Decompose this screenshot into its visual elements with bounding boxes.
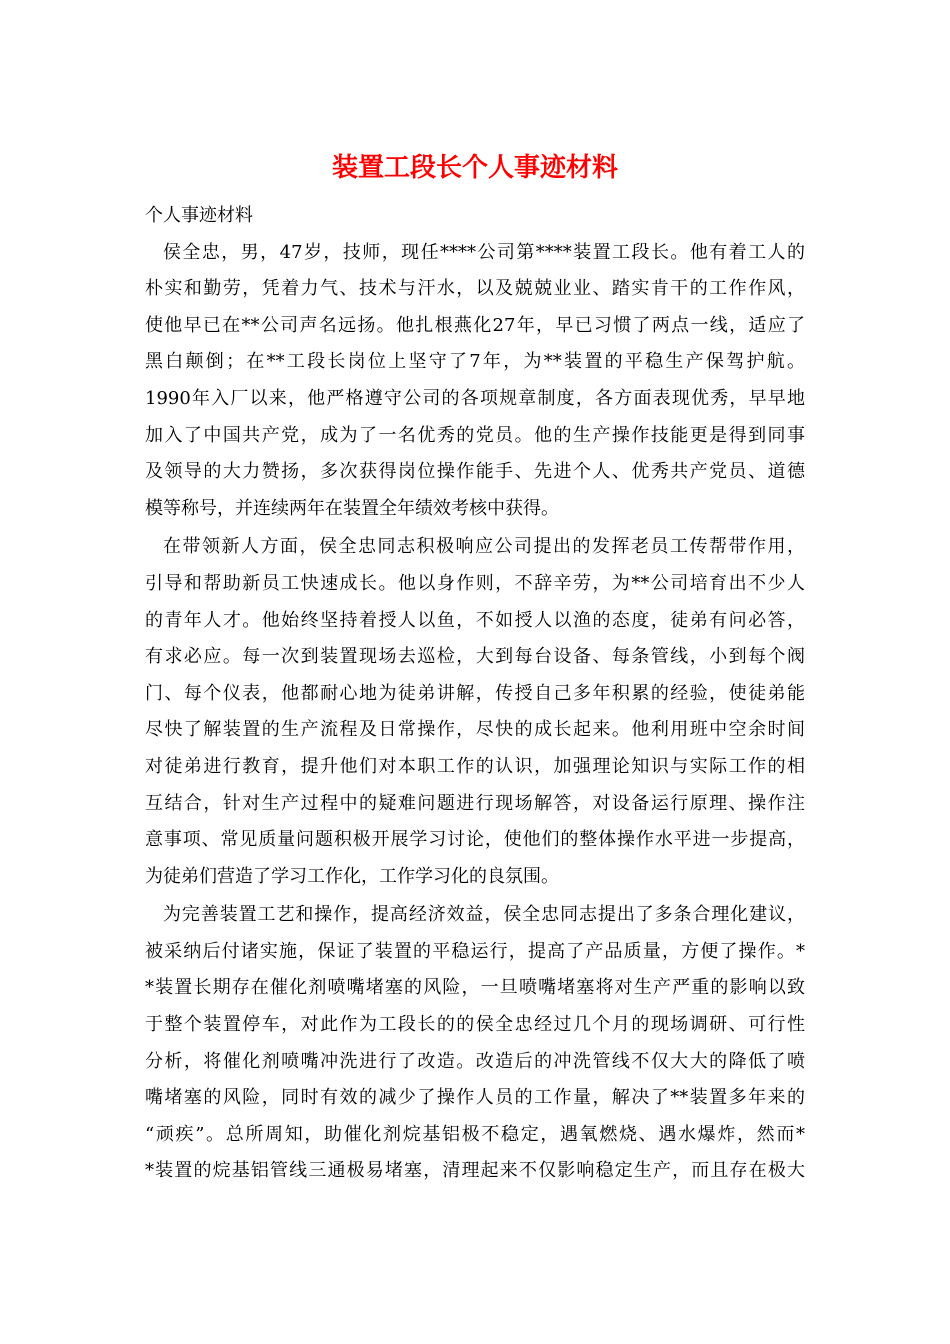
paragraph-line: 及领导的大力赞扬，多次获得岗位操作能手、先进个人、优秀共产党员、道德 <box>145 461 805 483</box>
paragraph-line: 的青年人才。他始终坚持着授人以鱼，不如授人以渔的态度，徒弟有问必答， <box>145 609 805 631</box>
paragraph-line: 意事项、常见质量问题积极开展学习讨论，使他们的整体操作水平进一步提高， <box>145 829 805 851</box>
document-body <box>145 198 805 1190</box>
paragraph-line: 尽快了解装置的生产流程及日常操作，尽快的成长起来。他利用班中空余时间 <box>145 719 805 741</box>
paragraph-line: 有求必应。每一次到装置现场去巡检，大到每台设备、每条管线，小到每个阀 <box>145 646 805 668</box>
paragraph-line: *装置的烷基铝管线三通极易堵塞，清理起来不仅影响稳定生产，而且存在极大 <box>145 1160 805 1182</box>
paragraph-line: 模等称号，并连续两年在装置全年绩效考核中获得。 <box>145 497 559 519</box>
paragraph-line: 黑白颠倒；在**工段长岗位上坚守了7年，为**装置的平稳生产保驾护航。 <box>145 351 805 373</box>
paragraph-line: 引导和帮助新员工快速成长。他以身作则，不辞辛劳，为**公司培育出不少人 <box>145 572 805 594</box>
paragraph-line: *装置长期存在催化剂喷嘴堵塞的风险，一旦喷嘴堵塞将对生产严重的影响以致 <box>145 977 805 999</box>
paragraph-line: 对徒弟进行教育，提升他们对本职工作的认识，加强理论知识与实际工作的相 <box>145 755 805 777</box>
paragraph-line: 分析，将催化剂喷嘴冲洗进行了改造。改造后的冲洗管线不仅大大的降低了喷 <box>145 1050 805 1072</box>
document-title: 装置工段长个人事迹材料 <box>331 153 618 183</box>
paragraph-line: 加入了中国共产党，成为了一名优秀的党员。他的生产操作技能更是得到同事 <box>145 424 805 446</box>
paragraph-line: 侯全忠，男，47岁，技师，现任****公司第****装置工段长。他有着工人的 <box>163 241 805 263</box>
paragraph-line: 为徒弟们营造了学习工作化，工作学习化的良氛围。 <box>145 865 559 887</box>
paragraph-line: 为完善装置工艺和操作，提高经济效益，侯全忠同志提出了多条合理化建议， <box>163 904 805 926</box>
paragraph-line: 在带领新人方面，侯全忠同志积极响应公司提出的发挥老员工传帮带作用， <box>163 536 805 558</box>
document-subtitle: 个人事迹材料 <box>145 205 253 226</box>
paragraph-line: 被采纳后付诸实施，保证了装置的平稳运行，提高了产品质量，方便了操作。* <box>145 940 805 962</box>
paragraph-3 <box>145 897 805 1190</box>
paragraph-1 <box>145 235 805 528</box>
paragraph-line: 朴实和勤劳，凭着力气、技术与汗水，以及兢兢业业、踏实肯干的工作作风， <box>145 278 805 300</box>
paragraph-line: 于整个装置停车，对此作为工段长的的侯全忠经过几个月的现场调研、可行性 <box>145 1014 805 1036</box>
paragraph-line: 1990年入厂以来，他严格遵守公司的各项规章制度，各方面表现优秀，早早地 <box>145 387 805 409</box>
paragraph-line: 使他早已在**公司声名远扬。他扎根燕化27年，早已习惯了两点一线，适应了 <box>145 314 805 336</box>
paragraph-line: 互结合，针对生产过程中的疑难问题进行现场解答，对设备运行原理、操作注 <box>145 792 805 814</box>
paragraph-line: 嘴堵塞的风险，同时有效的减少了操作人员的工作量，解决了**装置多年来的 <box>145 1087 805 1109</box>
paragraph-line: “顽疾”。总所周知，助催化剂烷基铝极不稳定，遇氧燃烧、遇水爆炸，然而* <box>145 1123 805 1145</box>
paragraph-2 <box>145 529 805 895</box>
paragraph-line: 门、每个仪表，他都耐心地为徒弟讲解，传授自己多年积累的经验，使徒弟能 <box>145 682 805 704</box>
